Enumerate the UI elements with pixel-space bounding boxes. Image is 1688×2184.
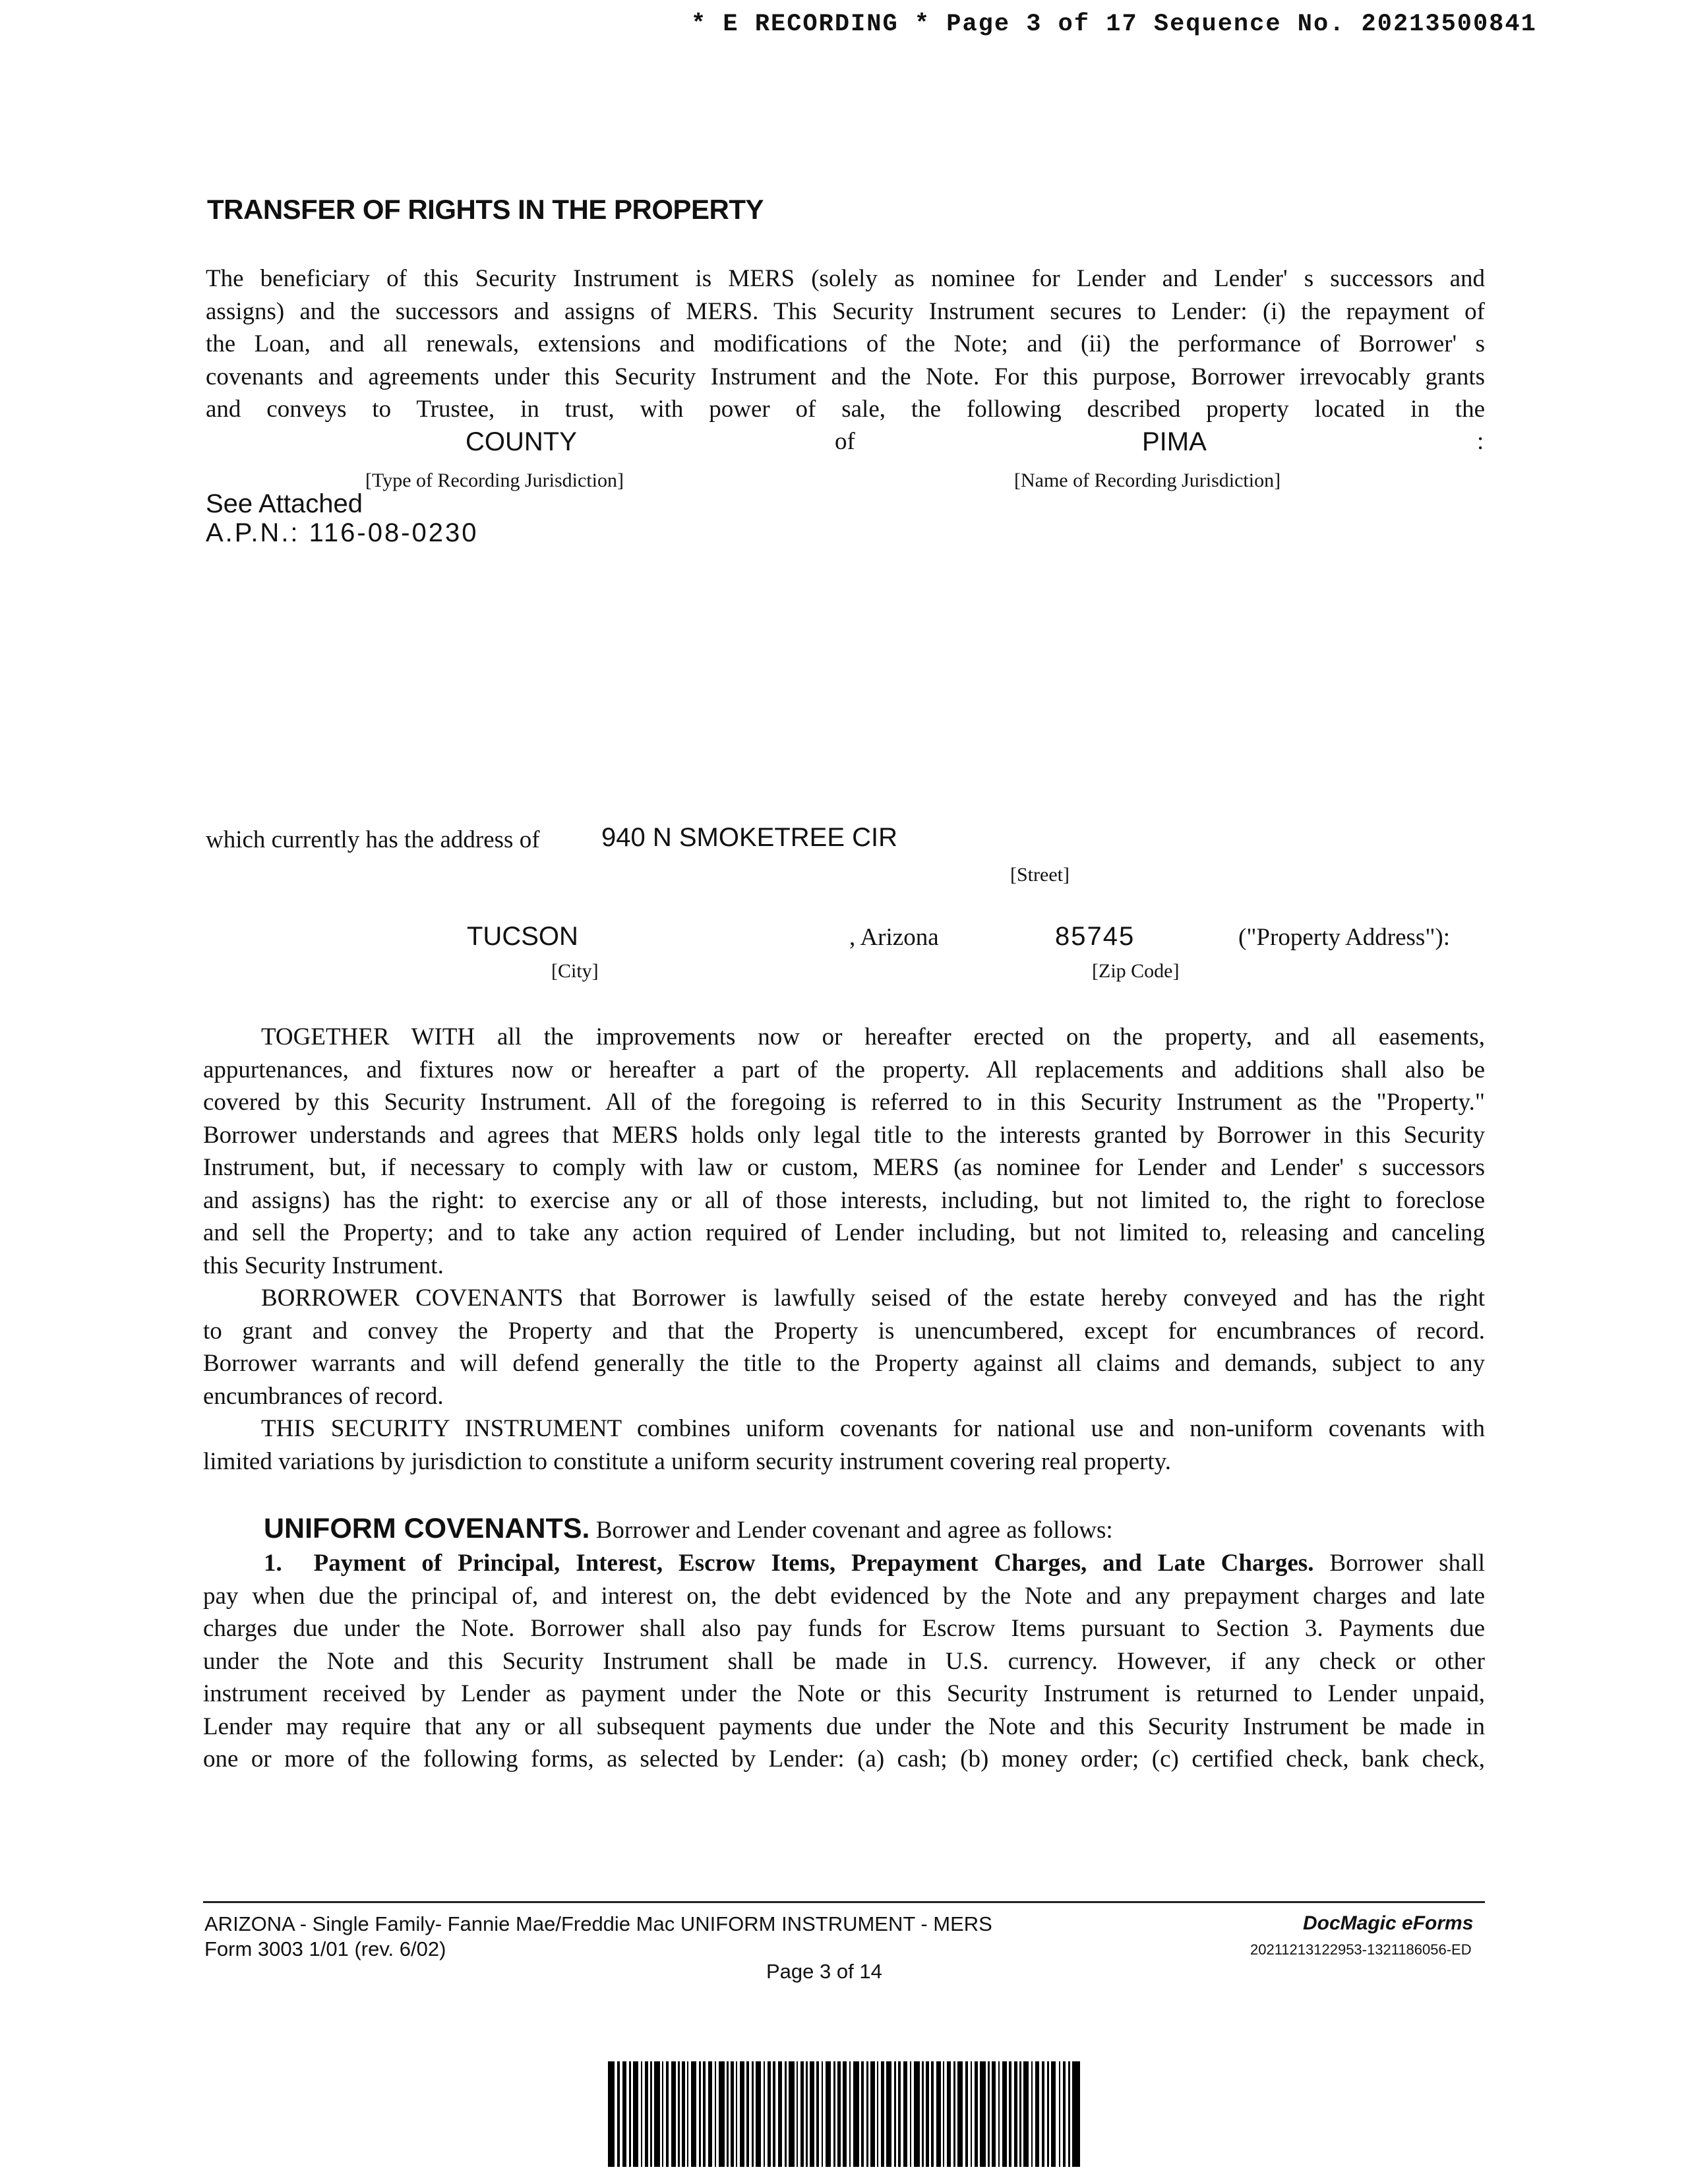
item-number: 1. — [264, 1550, 282, 1577]
paragraph-line: pay when due the principal of, and interest on, the debt evidenced by the Note and any prepayment charges and late — [203, 1582, 1485, 1610]
address-lead: which currently has the address of — [206, 826, 540, 853]
paragraph-line: to grant and convey the Property and that the Property is unencumbered, except for encumbrances of record. — [203, 1317, 1485, 1345]
paragraph-line: and assigns) has the right: to exercise any or all of those interests, including, but not limited to, the right to foreclose — [203, 1186, 1485, 1214]
recording-stamp: * E RECORDING * Page 3 of 17 Sequence No. 20213500841 — [691, 11, 1537, 38]
paragraph-line: appurtenances, and fixtures now or hereafter a part of the property. All replacements and additions shall also be — [203, 1056, 1485, 1083]
city-caption: [City] — [551, 960, 599, 982]
jurisdiction-type-caption: [Type of Recording Jurisdiction] — [365, 470, 624, 491]
barcode — [608, 2061, 1080, 2167]
apn-number: A.P.N.: 116-08-0230 — [206, 518, 479, 547]
payment-paragraph — [203, 1547, 1485, 1776]
paragraph-line: encumbrances of record. — [203, 1382, 444, 1410]
paragraph-line: BORROWER COVENANTS that Borrower is lawfully seised of the estate hereby conveyed and has the right — [261, 1285, 1485, 1312]
paragraph-line — [203, 1547, 1485, 1580]
paragraph-line: the Loan, and all renewals, extensions and modifications of the Note; and (ii) the performance of Borrower' s — [206, 330, 1485, 357]
paragraph-line: under the Note and this Security Instrument shall be made in U.S. currency. However, if any check or other — [203, 1647, 1485, 1675]
barcode-bars — [608, 2061, 1080, 2167]
uniform-covenants-heading: UNIFORM COVENANTS. — [264, 1513, 590, 1544]
uniform-covenants-intro — [264, 1513, 1113, 1545]
city: TUCSON — [467, 922, 578, 951]
paragraph-line: Instrument, but, if necessary to comply with law or custom, MERS (as nominee for Lender and Lender' s successors — [203, 1154, 1485, 1181]
paragraph-line: one or more of the following forms, as selected by Lender: (a) cash; (b) money order; (c) certified check, bank check, — [203, 1745, 1485, 1773]
uniform-covenants-intro-text: Borrower and Lender covenant and agree as follows: — [589, 1517, 1113, 1544]
paragraph-line: Lender may require that any or all subsequent payments due under the Note and this Security Instrument be made in — [203, 1713, 1485, 1740]
zip-code: 85745 — [1055, 922, 1135, 951]
section-title: TRANSFER OF RIGHTS IN THE PROPERTY — [207, 194, 764, 225]
together-paragraph — [203, 1021, 1485, 1478]
street-address: 940 N SMOKETREE CIR — [601, 823, 898, 852]
paragraph-line: TOGETHER WITH all the improvements now or hereafter erected on the property, and all easements, — [261, 1023, 1485, 1050]
paragraph-line: THIS SECURITY INSTRUMENT combines uniform covenants for national use and non-uniform covenants with — [261, 1415, 1485, 1442]
paragraph-line: instrument received by Lender as payment under the Note or this Security Instrument is returned to Lender unpaid, — [203, 1680, 1485, 1707]
transfer-paragraph — [206, 262, 1485, 426]
paragraph-line: Borrower understands and agrees that MERS holds only legal title to the interests granted by Borrower in this Security — [203, 1121, 1485, 1149]
paragraph-line: charges due under the Note. Borrower shall also pay funds for Escrow Items pursuant to Section 3. Payments due — [203, 1615, 1485, 1642]
paragraph-line: covered by this Security Instrument. All of the foregoing is referred to in this Security Instrument as the "Property." — [203, 1089, 1485, 1116]
zip-caption: [Zip Code] — [1092, 960, 1180, 982]
paragraph-line: this Security Instrument. — [203, 1252, 444, 1279]
property-address-label: ("Property Address"): — [1238, 924, 1451, 951]
document-id: 20211213122953-1321186056-ED — [1250, 1941, 1472, 1958]
jurisdiction-name-caption: [Name of Recording Jurisdiction] — [1014, 470, 1281, 491]
item-lead: Borrower shall — [1313, 1550, 1486, 1577]
paragraph-line: The beneficiary of this Security Instrument is MERS (solely as nominee for Lender and Lender' s successors and — [206, 265, 1485, 292]
paragraph-line: covenants and agreements under this Security Instrument and the Note. For this purpose, Borrower irrevocably grants — [206, 363, 1485, 390]
paragraph-line: Borrower warrants and will defend generally the title to the Property against all claims and demands, subject to any — [203, 1350, 1485, 1377]
legal-description: See Attached — [206, 489, 363, 518]
form-title: ARIZONA - Single Family- Fannie Mae/Freddie Mac UNIFORM INSTRUMENT - MERS — [204, 1912, 992, 1935]
jurisdiction-colon: : — [1477, 428, 1484, 455]
paragraph-line: limited variations by jurisdiction to constitute a uniform security instrument covering real property. — [203, 1447, 1172, 1475]
page-number: Page 3 of 14 — [766, 1960, 882, 1983]
jurisdiction-name: PIMA — [1142, 427, 1207, 456]
paragraph-line: assigns) and the successors and assigns of MERS. This Security Instrument secures to Lender: (i) the repayment of — [206, 297, 1485, 325]
state: , Arizona — [849, 924, 939, 951]
docmagic-logo: DocMagic eForms — [1303, 1912, 1474, 1934]
of-word: of — [835, 428, 855, 455]
paragraph-line: and sell the Property; and to take any action required of Lender including, but not limited to, releasing and canceling — [203, 1219, 1485, 1246]
street-caption: [Street] — [1010, 864, 1070, 886]
item-title: Payment of Principal, Interest, Escrow Items, Prepayment Charges, and Late Charges. — [313, 1550, 1314, 1577]
footer-divider — [203, 1901, 1485, 1903]
jurisdiction-type: COUNTY — [466, 427, 577, 456]
form-number: Form 3003 1/01 (rev. 6/02) — [204, 1937, 446, 1960]
paragraph-line: and conveys to Trustee, in trust, with power of sale, the following described property located in the — [206, 396, 1485, 423]
